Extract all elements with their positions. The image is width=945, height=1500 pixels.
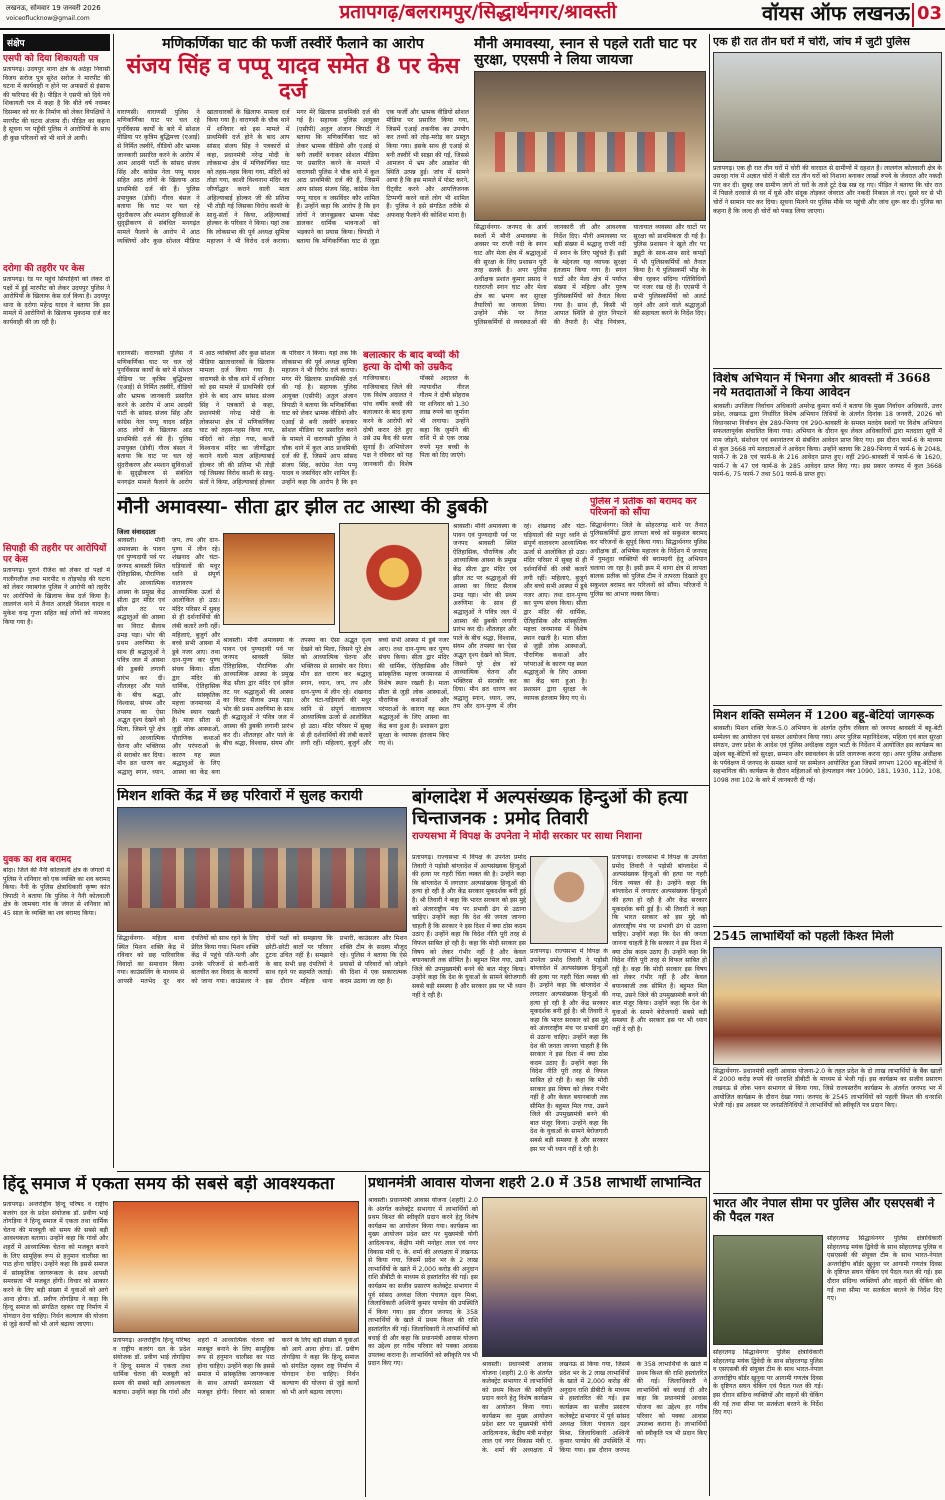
story-headline: बलात्कार के बाद बच्ची की हत्या के दोषी को उम्रकैद: [363, 350, 460, 373]
brief-headline: एसपी को दिया शिकायती पत्र: [3, 54, 99, 64]
brief-item: [3, 54, 110, 261]
story-border: [713, 1197, 942, 1497]
story-headline: मिशन शक्ति केंद्र में छह परिवारों में सुलह करायी: [117, 788, 363, 804]
story-bangla: [412, 788, 707, 1168]
brief-column: [3, 34, 110, 1171]
brief-headline: युवक का शव बरामद: [3, 855, 72, 865]
dateline: लखनऊ, सोमवार 19 जनवरी 2026: [6, 4, 101, 12]
story-headline: मौनी अमावस्या- सीता द्वार झील तट आस्था की डुबकी: [117, 497, 488, 518]
story-headline: संजय सिंह व पप्पू यादव समेत 8 पर केस दर्ज: [126, 53, 460, 105]
brief-item: [3, 544, 110, 852]
story-hindu: [3, 1175, 363, 1497]
brief-label: संक्षेप: [3, 34, 110, 51]
story-body: श्रावस्ती। प्रधानमंत्री आवास योजना (शहरी) 2.0 के अंतर्गत कलेक्ट्रेट सभागार में लाभार्थियों को प्रथम किश्त की स्वीकृति प्रदान करने हेतु विशेष कार्यक्रम का आयोजन किया गया। कार्यक्रम का मुख्य आयोजन प्रदेश स्तर पर मुख्यमंत्री योगी आदित्यनाथ, केंद्रीय मंत्री मनोहर लाल एवं नगर विकास मंत्री ए. के. शर्मा की अध्यक्षता में लखनऊ से किया गया, जिसमें प्रदेश भर के 2 लाख लाभार्थियों के खाते में 2,000 करोड़ की अनुदान राशि डीबीटी के माध्यम से हस्तांतरित की गई। इस कार्यक्रम का सजीव प्रसारण कलेक्ट्रेट सभागार में पूर्व सांसद अध्यक्ष जिला पंचायत दद्दन मिश्रा, जिलाधिकारी अश्विनी कुमार पाण्डेय की उपस्थिति में किया गया। इस दौरान जनपद के 358 लाभार्थियों के खाते में प्रथम किश्त की राशि हस्तांतरित की गई। जिलाधिकारी ने लाभार्थियों को बधाई दी और कहा कि प्रधानमंत्री आवास योजना का उद्देश्य हर गरीब परिवार को पक्का आवास उपलब्ध कराना है। लाभार्थियों को स्वीकृति पत्र भी प्रदान किए गए।: [368, 1197, 478, 1368]
theft-village-photo: [713, 52, 942, 162]
story-theft: [713, 36, 942, 366]
story-body-cont: श्रावस्ती। मौनी अमावस्या के पावन एवं पुण्यदायी पर्व पर जनपद श्रावस्ती स्थित ऐतिहासिक, पौराणिक और आध्यात्मिक आस्था के प्रमुख केंद्र सीता द्वार मंदिर एवं झील तट पर श्रद्धालुओं की आस्था का विराट सैलाब उमड़ पड़ा। भोर की प्रथम अरुणिमा के साथ ही श्रद्धालुओं ने पवित्र जल में आस्था की डुबकी लगानी प्रारंभ कर दी। शीतलहर और पाले के बीच श्रद्धा, विश्वास, संयम और तपस्या का ऐसा अद्भुत दृश्य देखने को मिला, जिसने पूरे क्षेत्र को आध्यात्मिक चेतना और भक्तिरस से सराबोर कर दिया। मौन व्रत धारण कर श्रद्धालु स्नान, ध्यान, जप, तप और दान-पुण्य में लीन रहे। शंखनाद और घंटा-घड़ियालों की मधुर ध्वनि से संपूर्ण वातावरण आध्यात्मिक ऊर्जा से आलोकित हो उठा। मंदिर परिसर में सुबह से ही दर्शनार्थियों की लंबी कतारें लगी रहीं। महिलाएं, बुजुर्ग और बच्चे सभी आस्था में डूबे नजर आए। तथा दान-पुण्य कर पुण्य संचय किया। सीता द्वार मंदिर की धार्मिक, ऐतिहासिक और सांस्कृतिक महत्ता जनमानस में विशेष स्थान रखती है। माता सीता से जुड़ी लोक आस्थाओं, पौराणिक कथाओं और परंपराओं के कारण यह स्थल श्रद्धालुओं के लिए आस्था का केंद्र बना हुआ है। प्रशासन द्वारा सुरक्षा के व्यापक इंतजाम किए गए थे।: [223, 637, 449, 748]
story-subhead: राज्यसभा में विपक्ष के उपनेता ने मोदी सरकार पर साधा निशाना: [412, 831, 642, 843]
brief-body: प्रतापगढ़। रेड पर पहुंचे सिपाहियों को लेकर दो पक्षों में हुई मारपीट को लेकर उदयपुर पुलिस ने आरोपियों के खिलाफ केस दर्ज किया है। उदयपुर थाना के दरोगा महेन्द्र यादव ने बताया कि इस मामले में आरोपियों के खिलाफ मुकदमा दर्ज कर कार्यवाही की जा रही है।: [3, 276, 110, 326]
story-body: सोहरतगढ़ सिद्धार्थनगर पुलिस क्षेत्राधिकारी सोहरतगढ़ मयंक द्विवेदी के साथ सोहरतगढ़ पुलिस व एसएसबी की संयुक्त टीम के साथ भारत-नेपाल अन्तर्राष्ट्रीय बॉर्डर खुनुवा पर आगामी गणतंत्र दिवस के दृष्टिगत सघन चेकिंग एवं पैदल गश्त की गई। इस दौरान संदिग्ध व्यक्तियों और वाहनों की चेकिंग की गई तथा सीमा पर सतर्कता बरतने के निर्देश दिए गए।: [827, 1235, 942, 1303]
story-police: [590, 497, 707, 783]
story-sanjay-cont: वाराणसी। वाराणसी पुलिस ने मणिकर्णिका घाट पर चल रहे पुनर्विकास कार्यों के बारे में सोशल मीडिया पर कृत्रिम बुद्धिमत्ता (एआई) से निर्मित तस्वीरें, वीडियो और भ्रामक जानकारी प्रसारित करने के आरोप में आम आदमी पार्टी के सांसद संजय सिंह और कांग्रेस नेता पप्पू यादव सहित आठ लोगों के खिलाफ आठ प्राथमिकी दर्ज की हैं। पुलिस उपायुक्त (डोवी) गौरव बंसल ने बताया कि घाट पर चल रहे सुंदरीकरण और श्मशान सुविधाओं के सुदृढ़ीकरण से संबंधित मनगढ़ंत मामले फैलाने के आरोप में आठ व्यक्तियों और कुछ सोशल मीडिया खाताधारकों के खिलाफ मामला दर्ज किया गया है। वाराणसी के चौक थाने में शनिवार को इस मामले में प्राथमिकी दर्ज होने के बाद आप सांसद संजय सिंह ने पत्रकारों से कहा, प्रधानमंत्री नरेन्द्र मोदी के लोकसभा क्षेत्र में मणिकर्णिका घाट को तहस-नहस किया गया, मंदिरों को तोड़ा गया, काशी विश्वनाथ मंदिर का जीर्णोद्धार कराने वाली माता अहिल्याबाई होल्कर जी की प्रतिमा भी तोड़ी गई जिसका विरोध काशी के साधु-संतों ने किया, अहिल्याबाई होल्कर के परिवार ने किया। यहां तक कि लोकसभा की पूर्व अध्यक्ष सुमित्रा महाजन ने भी विरोध दर्ज कराया। मगर मेरे खिलाफ प्राथमिकी दर्ज की गई है। सहायक पुलिस आयुक्त (एसीपी) अतुल अंजान त्रिपाठी ने बताया कि मणिकर्णिका घाट को लेकर भ्रामक वीडियो और एआई से बनी तस्वीरें बनाकर सोशल मीडिया पर प्रसारित करने के मामले में वाराणसी पुलिस ने चौक थाने में कुल आठ प्राथमिकी दर्ज की हैं, जिसमें आप सांसद संजय सिंह, कांग्रेस नेता पप्पू यादव व जसविंदर कौर शामिल हैं। उन्होंने कहा कि आरोप है कि इन: [117, 350, 357, 486]
hindu-samaj-photo: [113, 1201, 359, 1333]
story-headline: विशेष अभियान में भिनगा और श्रावस्ती में 3668 नये मतदाताओं ने किया आवेदन: [713, 372, 931, 399]
story-ghat: [474, 36, 706, 491]
story-special: [713, 372, 942, 702]
story-kicker: मणिकर्णिका घाट की फर्जी तस्वीरें फैलाने का आरोप: [162, 36, 424, 52]
brief-item: [3, 264, 110, 541]
story-headline: मौनी अमावस्या, स्नान से पहले राती घाट पर सुरक्षा, एएसपी ने लिया जायजा: [474, 36, 697, 69]
story-body-cont: श्रावस्ती। प्रधानमंत्री आवास योजना (शहरी) 2.0 के अंतर्गत कलेक्ट्रेट सभागार में लाभार्थियों को प्रथम किश्त की स्वीकृति प्रदान करने हेतु विशेष कार्यक्रम का आयोजन किया गया। कार्यक्रम का मुख्य आयोजन प्रदेश स्तर पर मुख्यमंत्री योगी आदित्यनाथ, केंद्रीय मंत्री मनोहर लाल एवं नगर विकास मंत्री ए. के. शर्मा की अध्यक्षता में लखनऊ से किया गया, जिसमें प्रदेश भर के 2 लाख लाभार्थियों के खाते में 2,000 करोड़ की अनुदान राशि डीबीटी के माध्यम से हस्तांतरित की गई। इस कार्यक्रम का सजीव प्रसारण कलेक्ट्रेट सभागार में पूर्व सांसद अध्यक्ष जिला पंचायत दद्दन मिश्रा, जिलाधिकारी अश्विनी कुमार पाण्डेय की उपस्थिति में किया गया। इस दौरान जनपद के 358 लाभार्थियों के खाते में प्रथम किश्त की राशि हस्तांतरित की गई। जिलाधिकारी ने लाभार्थियों को बधाई दी और कहा कि प्रधानमंत्री आवास योजना का उद्देश्य हर गरीब परिवार को पक्का आवास उपलब्ध कराना है। लाभार्थियों को स्वीकृति पत्र भी प्रदान किए गए।: [482, 1361, 707, 1454]
story-body-mid: प्रतापगढ़। राज्यसभा में विपक्ष के उपनेता प्रमोद तिवारी ने पड़ोसी बांग्लादेश में अल्पसंख्यक हिन्दुओं की हत्या पर गहरी चिंता व्यक्त की है। उन्होंने कहा कि बांग्लादेश में लगातार अल्पसंख्यक हिन्दुओं की हत्या हो रही है और केंद्र सरकार मूकदर्शक बनी हुई है। श्री तिवारी ने कहा कि भारत सरकार को इस मुद्दे को अंतरराष्ट्रीय मंच पर प्रभावी ढंग से उठाना चाहिए। उन्होंने कहा कि देश की जनता जानना चाहती है कि सरकार ने इस दिशा में क्या ठोस कदम उठाए हैं। उन्होंने कहा कि विदेश नीति पूरी तरह से विफल साबित हो रही है। कहा कि मोदी सरकार इस विषय को लेकर गंभीर नहीं है और केवल बयानबाजी तक सीमित है। बहुमत मिल गया, उसने जिले की उपमुख्यमंत्री बनने की बात मंजूर किया। उन्होंने कहा कि देश के युवाओं के सामने बेरोजगारी सबसे बड़ी समस्या है और सरकार इस पर भी ध्यान नहीं दे रही है।: [530, 948, 608, 1153]
story-body: वाराणसी। वाराणसी पुलिस ने मणिकर्णिका घाट पर चल रहे पुनर्विकास कार्यों के बारे में सोशल मीडिया पर कृत्रिम बुद्धिमत्ता (एआई) से निर्मित तस्वीरें, वीडियो और भ्रामक जानकारी प्रसारित करने के आरोप में आम आदमी पार्टी के सांसद संजय सिंह और कांग्रेस नेता पप्पू यादव सहित आठ लोगों के खिलाफ आठ प्राथमिकी दर्ज की हैं। पुलिस उपायुक्त (डोवी) गौरव बंसल ने बताया कि घाट पर चल रहे सुंदरीकरण और श्मशान सुविधाओं के सुदृढ़ीकरण से संबंधित मनगढ़ंत मामले फैलाने के आरोप में आठ व्यक्तियों और कुछ सोशल मीडिया खाताधारकों के खिलाफ मामला दर्ज किया गया है। वाराणसी के चौक थाने में शनिवार को इस मामले में प्राथमिकी दर्ज होने के बाद आप सांसद संजय सिंह ने पत्रकारों से कहा, प्रधानमंत्री नरेन्द्र मोदी के लोकसभा क्षेत्र में मणिकर्णिका घाट को तहस-नहस किया गया, मंदिरों को तोड़ा गया, काशी विश्वनाथ मंदिर का जीर्णोद्धार कराने वाली माता अहिल्याबाई होल्कर जी की प्रतिमा भी तोड़ी गई जिसका विरोध काशी के साधु-संतों ने किया, अहिल्याबाई होल्कर के परिवार ने किया। यहां तक कि लोकसभा की पूर्व अध्यक्ष सुमित्रा महाजन ने भी विरोध दर्ज कराया। मगर मेरे खिलाफ प्राथमिकी दर्ज की गई है। सहायक पुलिस आयुक्त (एसीपी) अतुल अंजान त्रिपाठी ने बताया कि मणिकर्णिका घाट को लेकर भ्रामक वीडियो और एआई से बनी तस्वीरें बनाकर सोशल मीडिया पर प्रसारित करने के मामले में वाराणसी पुलिस ने चौक थाने में कुल आठ प्राथमिकी दर्ज की हैं, जिसमें आप सांसद संजय सिंह, कांग्रेस नेता पप्पू यादव व जसविंदर कौर शामिल हैं। उन्होंने कहा कि आरोप है कि इन लोगों ने जानबूझकर भ्रामक पोस्ट डालकर धार्मिक भावनाओं को भड़काने का प्रयास किया। त्रिपाठी ने बताया कि मणिकर्णिका घाट से जुड़ा एक फर्जी और भ्रामक वीडियो सोशल मीडिया पर प्रसारित किया गया, जिसमें एआई तकनीक का उपयोग कर तथ्यों को तोड़-मरोड़ कर प्रस्तुत किया गया। इसके साथ ही एआई से बनी तस्वीरें भी साझा की गईं, जिससे आमजन में भ्रम और आक्रोश की स्थिति उत्पन्न हुई। जांच में सामने आया है कि इस मामले में पोस्ट करने, रीट्वीट करने और आपत्तिजनक टिप्पणी करने वाले लोग भी शामिल हैं। पुलिस ने इसे संगठित तरीके से अफवाह फैलाने की कोशिश माना है।: [117, 108, 469, 245]
sita-devotee-photo: [223, 533, 335, 625]
story-body-right: प्रतापगढ़। राज्यसभा में विपक्ष के उपनेता प्रमोद तिवारी ने पड़ोसी बांग्लादेश में अल्पसंख्यक हिन्दुओं की हत्या पर गहरी चिंता व्यक्त की है। उन्होंने कहा कि बांग्लादेश में लगातार अल्पसंख्यक हिन्दुओं की हत्या हो रही है और केंद्र सरकार मूकदर्शक बनी हुई है। श्री तिवारी ने कहा कि भारत सरकार को इस मुद्दे को अंतरराष्ट्रीय मंच पर प्रभावी ढंग से उठाना चाहिए। उन्होंने कहा कि देश की जनता जानना चाहती है कि सरकार ने इस दिशा में क्या ठोस कदम उठाए हैं। उन्होंने कहा कि विदेश नीति पूरी तरह से विफल साबित हो रही है। कहा कि मोदी सरकार इस विषय को लेकर गंभीर नहीं है और केवल बयानबाजी तक सीमित है। बहुमत मिल गया, उसने जिले की उपमुख्यमंत्री बनने की बात मंजूर किया। उन्होंने कहा कि देश के युवाओं के सामने बेरोजगारी सबसे बड़ी समस्या है और सरकार इस पर भी ध्यान नहीं दे रही है।: [612, 854, 707, 1033]
story-mission2: [713, 709, 942, 924]
kisht-ceremony-photo: [713, 947, 942, 1065]
ghat-photo: [474, 71, 706, 221]
story-body: सिद्धार्थनगर- महिला थाना स्थित मिशन शक्ति केंद्र में रविवार को छह पारिवारिक विवादों का समाधान किया गया। काउंसलिंग के माध्यम से आपसी मतभेद दूर कर दंपतियों को साथ रहने के लिए प्रेरित किया गया। मिशन शक्ति केंद्र में पहुंचे पति-पत्नी और उनके परिजनों से बारी-बारी बातचीत कर विवाद के कारणों को जाना गया। काउंसलर ने दोनों पक्षों को समझाया कि छोटी-छोटी बातों पर परिवार टूटना उचित नहीं है। समझाने के बाद सभी छह दंपतियों ने साथ रहने पर सहमति जताई। इस दौरान महिला थाना प्रभारी, काउंसलर और मिशन शक्ति टीम के सदस्य मौजूद रहे। पुलिस ने बताया कि ऐसे प्रयासों से परिवारों को जोड़ने की दिशा में एक सकारात्मक कदम उठाया जा रहा है।: [117, 935, 407, 986]
brand-name: वॉयस ऑफ लखनऊ: [762, 2, 910, 25]
story-sita: [117, 497, 587, 783]
story-mission: [117, 788, 407, 1168]
byline: जिला संवाददाता: [117, 528, 156, 536]
story-headline: बांग्लादेश में अल्पसंख्यक हिन्दुओं की हत्या चिन्ताजनक : प्रमोद तिवारी: [412, 788, 688, 829]
story-body: प्रतापगढ़। एक ही रात तीन घरों में चोरी की वारदात से ग्रामीणों में दहशत है। लालगंज कोतवाली क्षेत्र के उसरहा गांव में अज्ञात चोरों ने बीती रात तीन घरों को निशाना बनाकर लाखों रुपये के जेवरात और नकदी पार कर दी। सुबह जब ग्रामीण जागे तो घरों के ताले टूटे देख सन्न रह गए। पीड़ित ने बताया कि चोर रात में पिछले दरवाजे से घर में घुसे और संदूक तोड़कर जेवरात और नकदी निकाल ले गए। दूसरे घर से भी चोरों ने सामान पार कर दिया। सूचना मिलने पर पुलिस मौके पर पहुंची और जांच शुरू कर दी। पुलिस का कहना है कि जल्द ही चोरों को पकड़ लिया जाएगा।: [713, 164, 942, 215]
story-body: गाजियाबाद। गाजियाबाद जिले की एक विशेष अदालत ने पांच वर्षीय बच्ची की बलात्कार के बाद हत्या करने के आरोपी को दोषी करार देते हुए उसे उम्र कैद की सजा सुनाई है। अभियोजन पक्ष ने रविवार को यह जानकारी दी। विशेष पॉक्सो अदालत के न्यायाधीश नीरज गौतम ने दोषी सोहराब पर शनिवार को 1.30 लाख रुपये का जुर्माना भी लगाया। उन्होंने कहा कि जुर्माने की राशि में से एक लाख रुपये मृत बच्ची के पिता को दिए जाएंगे।: [363, 375, 469, 468]
story-headline: 2545 लाभार्थियों को पहली किश्त मिली: [713, 930, 894, 943]
story-headline: हिंदू समाज में एकता समय की सबसे बड़ी आवश्यकता: [3, 1175, 335, 1194]
story-body-right: श्रावस्ती। मौनी अमावस्या के पावन एवं पुण्यदायी पर्व पर जनपद श्रावस्ती स्थित ऐतिहासिक, पौराणिक और आध्यात्मिक आस्था के प्रमुख केंद्र सीता द्वार मंदिर एवं झील तट पर श्रद्धालुओं की आस्था का विराट सैलाब उमड़ पड़ा। भोर की प्रथम अरुणिमा के साथ ही श्रद्धालुओं ने पवित्र जल में आस्था की डुबकी लगानी प्रारंभ कर दी। शीतलहर और पाले के बीच श्रद्धा, विश्वास, संयम और तपस्या का ऐसा अद्भुत दृश्य देखने को मिला, जिसने पूरे क्षेत्र को आध्यात्मिक चेतना और भक्तिरस से सराबोर कर दिया। मौन व्रत धारण कर श्रद्धालु स्नान, ध्यान, जप, तप और दान-पुण्य में लीन रहे। शंखनाद और घंटा-घड़ियालों की मधुर ध्वनि से संपूर्ण वातावरण आध्यात्मिक ऊर्जा से आलोकित हो उठा। मंदिर परिसर में सुबह से ही दर्शनार्थियों की लंबी कतारें लगी रहीं। महिलाएं, बुजुर्ग और बच्चे सभी आस्था में डूबे नजर आए। तथा दान-पुण्य कर पुण्य संचय किया। सीता द्वार मंदिर की धार्मिक, ऐतिहासिक और सांस्कृतिक महत्ता जनमानस में विशेष स्थान रखती है। माता सीता से जुड़ी लोक आस्थाओं, पौराणिक कथाओं और परंपराओं के कारण यह स्थल श्रद्धालुओं के लिए आस्था का केंद्र बना हुआ है। प्रशासन द्वारा सुरक्षा के व्यापक इंतजाम किए गए थे।: [453, 523, 587, 711]
page-number: 03: [912, 3, 944, 27]
story-headline: प्रधानमंत्री आवास योजना शहरी 2.0 में 358 लाभार्थी लाभान्वित: [368, 1175, 701, 1191]
mission-shakti-photo: [117, 807, 407, 932]
story-body: प्रतापगढ़। राज्यसभा में विपक्ष के उपनेता प्रमोद तिवारी ने पड़ोसी बांग्लादेश में अल्पसंख्यक हिन्दुओं की हत्या पर गहरी चिंता व्यक्त की है। उन्होंने कहा कि बांग्लादेश में लगातार अल्पसंख्यक हिन्दुओं की हत्या हो रही है और केंद्र सरकार मूकदर्शक बनी हुई है। श्री तिवारी ने कहा कि भारत सरकार को इस मुद्दे को अंतरराष्ट्रीय मंच पर प्रभावी ढंग से उठाना चाहिए। उन्होंने कहा कि देश की जनता जानना चाहती है कि सरकार ने इस दिशा में क्या ठोस कदम उठाए हैं। उन्होंने कहा कि विदेश नीति पूरी तरह से विफल साबित हो रही है। कहा कि मोदी सरकार इस विषय को लेकर गंभीर नहीं है और केवल बयानबाजी तक सीमित है। बहुमत मिल गया, उसने जिले की उपमुख्यमंत्री बनने की बात मंजूर किया। उन्होंने कहा कि देश के युवाओं के सामने बेरोजगारी सबसे बड़ी समस्या है और सरकार इस पर भी ध्यान नहीं दे रही है।: [412, 854, 526, 999]
story-body: श्रावस्ती। मौनी अमावस्या के पावन एवं पुण्यदायी पर्व पर जनपद श्रावस्ती स्थित ऐतिहासिक, पौराणिक और आध्यात्मिक आस्था के प्रमुख केंद्र सीता द्वार मंदिर एवं झील तट पर श्रद्धालुओं की आस्था का विराट सैलाब उमड़ पड़ा। भोर की प्रथम अरुणिमा के साथ ही श्रद्धालुओं ने पवित्र जल में आस्था की डुबकी लगानी प्रारंभ कर दी। शीतलहर और पाले के बीच श्रद्धा, विश्वास, संयम और तपस्या का ऐसा अद्भुत दृश्य देखने को मिला, जिसने पूरे क्षेत्र को आध्यात्मिक चेतना और भक्तिरस से सराबोर कर दिया। मौन व्रत धारण कर श्रद्धालु स्नान, ध्यान, जप, तप और दान-पुण्य में लीन रहे। शंखनाद और घंटा-घड़ियालों की मधुर ध्वनि से संपूर्ण वातावरण आध्यात्मिक ऊर्जा से आलोकित हो उठा। मंदिर परिसर में सुबह से ही दर्शनार्थियों की लंबी कतारें लगी रहीं। महिलाएं, बुजुर्ग और बच्चे सभी आस्था में डूबे नजर आए। तथा दान-पुण्य कर पुण्य संचय किया। सीता द्वार मंदिर की धार्मिक, ऐतिहासिक और सांस्कृतिक महत्ता जनमानस में विशेष स्थान रखती है। माता सीता से जुड़ी लोक आस्थाओं, पौराणिक कथाओं और परंपराओं के कारण यह स्थल श्रद्धालुओं के लिए आस्था का केंद्र बना: [117, 537, 220, 777]
brief-headline: दरोगा की तहरीर पर केस: [3, 264, 85, 274]
story-sanjay: [117, 36, 469, 346]
story-body: सिद्धार्थनगर- जनपद के आर्य स्थलों में मौनी अमावस्या के अवसर पर राप्ती नदी के स्नान घाट और मेला क्षेत्र में श्रद्धालुओं की सुरक्षा के लिए प्रशासन पूरी तरह सतर्क है। अपर पुलिस अधीक्षक प्रशांत कुमार प्रसाद ने रातराप्ती स्नान घाट और मेला क्षेत्र का भ्रमण कर सुरक्षा तैयारियों का जायजा लिया। उन्होंने मौके पर तैनात पुलिसकर्मियों से व्यवस्थाओं की जानकारी ली और आवश्यक निर्देश दिए। मौनी अमावस्या पर बड़ी संख्या में श्रद्धालु राप्ती नदी में स्नान के लिए पहुंचते हैं। इसी के मद्देनजर यह व्यापक सुरक्षा इंतजाम किया गया है। स्नान घाटों और मेला क्षेत्र में पर्याप्त संख्या में महिला और पुरुष पुलिसकर्मियों को तैनात किया गया है। साथ ही, किसी भी आपात स्थिति से तुरंत निपटने की तैयारी है। भीड़ नियंत्रण, यातायात व्यवस्था और घाटों पर सुरक्षा को प्राथमिकता दी गई है। पुलिस प्रशासन ने खुले तौर पर ड्यूटी के साथ-साथ सादे कपड़ों में भी पुलिसकर्मियों को तैनात किया है। ये पुलिसकर्मी भीड़ के बीच रहकर संदिग्ध गतिविधियों पर नजर रख रहे हैं। एएसपी ने सभी पुलिसकर्मियों को अलर्ट रहने और आने वाले श्रद्धालुओं की सहायता करने के निर्देश दिए।: [474, 224, 706, 326]
email: voiceoflucknow@gmail.com: [6, 15, 90, 22]
awas-ceremony-photo: [482, 1197, 707, 1357]
sita-temple-photo: [339, 523, 449, 633]
story-body-cont: सोहरतगढ़ सिद्धार्थनगर पुलिस क्षेत्राधिकारी सोहरतगढ़ मयंक द्विवेदी के साथ सोहरतगढ़ पुलिस व एसएसबी की संयुक्त टीम के साथ भारत-नेपाल अन्तर्राष्ट्रीय बॉर्डर खुनुवा पर आगामी गणतंत्र दिवस के दृष्टिगत सघन चेकिंग एवं पैदल गश्त की गई। इस दौरान संदिग्ध व्यक्तियों और वाहनों की चेकिंग की गई तथा सीमा पर सतर्कता बरतने के निर्देश दिए गए।: [713, 1349, 823, 1417]
story-awas: [368, 1175, 707, 1497]
story-body: सिद्धार्थनगर- प्रधानमंत्री शहरी आवास योजना-2.0 के तहत प्रदेश के दो लाख लाभार्थियों के बैंक खातों में 2000 करोड़ रुपये की धनराशि डीबीटी के माध्यम से भेजी गई। इस कार्यक्रम का सजीव प्रसारण लखनऊ से लोक भवन सभागार से किया गया, जिसे राज्यस्तरीय कार्यक्रम के अंतर्गत जनपद भर में आयोजित कार्यक्रम के दौरान देखा गया। जनपद के 2545 लाभार्थियों को पहली किश्त की धनराशि भेजी गई। इस अवसर पर जनप्रतिनिधियों ने लाभार्थियों को स्वीकृति पत्र प्रदान किए।: [713, 1067, 942, 1110]
brief-body: बांदा। जिले की नैनी कोतवाली क्षेत्र के जंगलों में पुलिस ने शनिवार को एक व्यक्ति का शव बरामद किया। नैनी के पुलिस क्षेत्राधिकारी कृष्ण कांत त्रिपाठी ने बताया कि पुलिस ने नैनी कोतवाली क्षेत्र के जामबरा गांव के जंगल से शनिवार को 45 साल के व्यक्ति का शव बरामद किया।: [3, 867, 110, 917]
story-headline: मिशन शक्ति सम्मेलन में 1200 बहू-बेटियां जागरूक: [713, 709, 934, 722]
story-body: प्रतापगढ़। अन्तर्राष्ट्रीय हिन्दू परिषद व राष्ट्रीय बजरंग दल के प्रदेश संयोजक डॉ. प्रवीण भाई तोगड़िया ने हिन्दू समाज में एकता तथा धार्मिक चेतना की मजबूती को समय की सबसे बड़ी आवश्यकता बताया। उन्होंने कहा कि गांवों और शहरों में आध्यात्मिक चेतना को मजबूत बनाने के लिए सामूहिक रूप से हनुमान चालीसा का पाठ होना चाहिए। उन्होंने कहा कि इससे समाज में सांस्कृतिक जागरूकता के साथ आपसी समरसता भी मजबूत होगी। विचार को साकार करने के लिए बड़ी संख्या में युवाओं को आगे आना होगा। डॉ. प्रवीण तोगड़िया ने कहा कि हिन्दू समाज को संगठित रहकर राष्ट्र निर्माण में योगदान देना चाहिए। निर्धन कल्याण की योजना से जुड़े कार्यों को भी आगे बढ़ाया जाएगा।: [3, 1201, 108, 1329]
brief-item: [3, 855, 110, 1097]
brief-headline: सिपाही की तहरीर पर आरोपियों पर केस: [3, 544, 107, 565]
brief-body: प्रतापगढ़। पुराने रंजिश को लेकर दो पक्षों में गालीगलौज तथा मारपीट व तोड़फोड़ की घटना को लेकर नवाबगंज पुलिस ने आरोपी को तहरीर पर आरोपियों के खिलाफ केस दर्ज किया है। लालगंज थाने में तैनात आरक्षी विशाल यादव व मुकेश चन्द्र गुप्ता सहित कई लोगों को नामजद किया गया है।: [3, 567, 110, 626]
masthead: [0, 0, 945, 30]
section-title: प्रतापगढ़/बलरामपुर/सिद्धार्थनगर/श्रावस्ती: [339, 2, 617, 23]
story-headline: एक ही रात तीन घरों में चोरी, जांच में जुटी पुलिस: [713, 36, 910, 48]
story-body: श्रावस्ती। मिशन शक्ति फेज-5.0 अभियान के अंतर्गत तृतीय रविवार को जनपद श्रावस्ती में बहू-बेटी सम्मेलन का आयोजन एवं सफल आयोजन किया गया। अपर पुलिस महानिदेशक, महिला एवं बाल सुरक्षा संगठन, उत्तर प्रदेश के आदेश एवं पुलिस अधीक्षक राहुल भाटी के निर्देशन में आयोजित इस कार्यक्रम का उद्देश्य बहू-बेटियों को सुरक्षा, सम्मान और स्वावलंबन के प्रति जागरूक करना रहा। अपर पुलिस अधीक्षक के पर्यवेक्षण में जनपद के समस्त थानों पर सम्मेलन आयोजित हुआ जिसमें लगभग 1200 बहू-बेटियों ने सहभागिता की। कार्यक्रम के दौरान महिलाओं को हेल्पलाइन नंबर 1090, 181, 1930, 112, 108, 1098 तथा 102 के बारे में जानकारी दी गई।: [713, 725, 942, 784]
pramod-tiwari-photo: [530, 856, 608, 944]
brief-body: प्रतापगढ़। उदयपुर थाना क्षेत्र के अठेहा निवासी विजय सरोज पुत्र सुरेश सरोज ने मारपीट की घटना में कार्यवाही न होने पर अफसरों से इंसाफ की फरियाद की है। पीड़ित ने एसपी को दिये गये शिकायती पत्र में कहा है कि बीते वर्ष नवम्बर दिसम्बर को घर के निर्माण को लेकर विपक्षियों ने मारपीट की घटना अंजाम दी। पीड़ित का कहना है सूचना पर पहुँची पुलिस ने आरोपियों के साथ ही कुछ परिजनों को भी थाने ले आयी।: [3, 66, 110, 142]
story-body: श्रावस्ती। उपजिला निर्वाचन अधिकारी अमरेन्द्र कुमार वर्मा ने बताया कि मुख्य निर्वाचन अधिकारी, उत्तर प्रदेश, लखनऊ द्वारा निर्धारित विशेष अभियान तिथियों के अंतर्गत दिनांक 18 जनवरी, 2026 को विधानसभा निर्वाचन क्षेत्र 289-भिनगा एवं 290-श्रावस्ती के समस्त मतदेय स्थलों पर विशेष अभियान सफलतापूर्वक संचालित किया गया। अभियान के दौरान बूथ लेवल अधिकारियों द्वारा मतदाता सूची में नाम जोड़ने, संशोधन एवं स्थानांतरण से संबंधित आवेदन प्राप्त किए गए। इस दौरान फार्म-6 के माध्यम से कुल 3668 नये मतदाताओं ने आवेदन किया। उन्होंने बताया कि 289-भिनगा में फार्म-6 के 2048, फार्म-7 के 28 एवं फार्म-8 के 216 आवेदन प्राप्त हुए। वहीं 290-श्रावस्ती में फार्म-6 के 1620, फार्म-7 के 47 एवं फार्म-8 के 285 आवेदन प्राप्त किए गए। इस प्रकार जनपद में कुल 3668 फार्म-6, 75 फार्म-7 तथा 501 फार्म-8 प्राप्त हुए।: [713, 402, 942, 479]
story-body: सिद्धार्थनगर। जिले के सोहरतगढ़ थाने पर तैनात पुलिसकर्मियों द्वारा लापता बच्चे को सकुशल बरामद कर परिजनों के सुपुर्द किया गया। सिद्धार्थनगर पुलिस अधीक्षक डॉ. अभिषेक महाजन के निर्देशन में जनपद में गुमशुदा व्यक्तियों की बरामदगी हेतु अभियान चलाया जा रहा है। इसी क्रम में थाना क्षेत्र से लापता बालक प्रतीक को पुलिस टीम ने तत्परता दिखाते हुए सकुशल बरामद कर परिजनों को सौंपा। परिजनों ने पुलिस का आभार व्यक्त किया।: [590, 521, 707, 598]
border-patrol-photo: [713, 1235, 823, 1345]
story-murder: [363, 350, 469, 490]
story-kisht: [713, 930, 942, 1190]
story-headline: भारत और नेपाल सीमा पर पुलिस और एसएसबी ने की पैदल गश्त: [713, 1197, 935, 1224]
photo-caption: पुलिस ने प्रतीक को बरामद कर परिजनों को सौंपा: [590, 497, 697, 518]
story-body-cont: प्रतापगढ़। अन्तर्राष्ट्रीय हिन्दू परिषद व राष्ट्रीय बजरंग दल के प्रदेश संयोजक डॉ. प्रवीण भाई तोगड़िया ने हिन्दू समाज में एकता तथा धार्मिक चेतना की मजबूती को समय की सबसे बड़ी आवश्यकता बताया। उन्होंने कहा कि गांवों और शहरों में आध्यात्मिक चेतना को मजबूत बनाने के लिए सामूहिक रूप से हनुमान चालीसा का पाठ होना चाहिए। उन्होंने कहा कि इससे समाज में सांस्कृतिक जागरूकता के साथ आपसी समरसता भी मजबूत होगी। विचार को साकार करने के लिए बड़ी संख्या में युवाओं को आगे आना होगा। डॉ. प्रवीण तोगड़िया ने कहा कि हिन्दू समाज को संगठित रहकर राष्ट्र निर्माण में योगदान देना चाहिए। निर्धन कल्याण की योजना से जुड़े कार्यों को भी आगे बढ़ाया जाएगा।: [113, 1337, 359, 1396]
